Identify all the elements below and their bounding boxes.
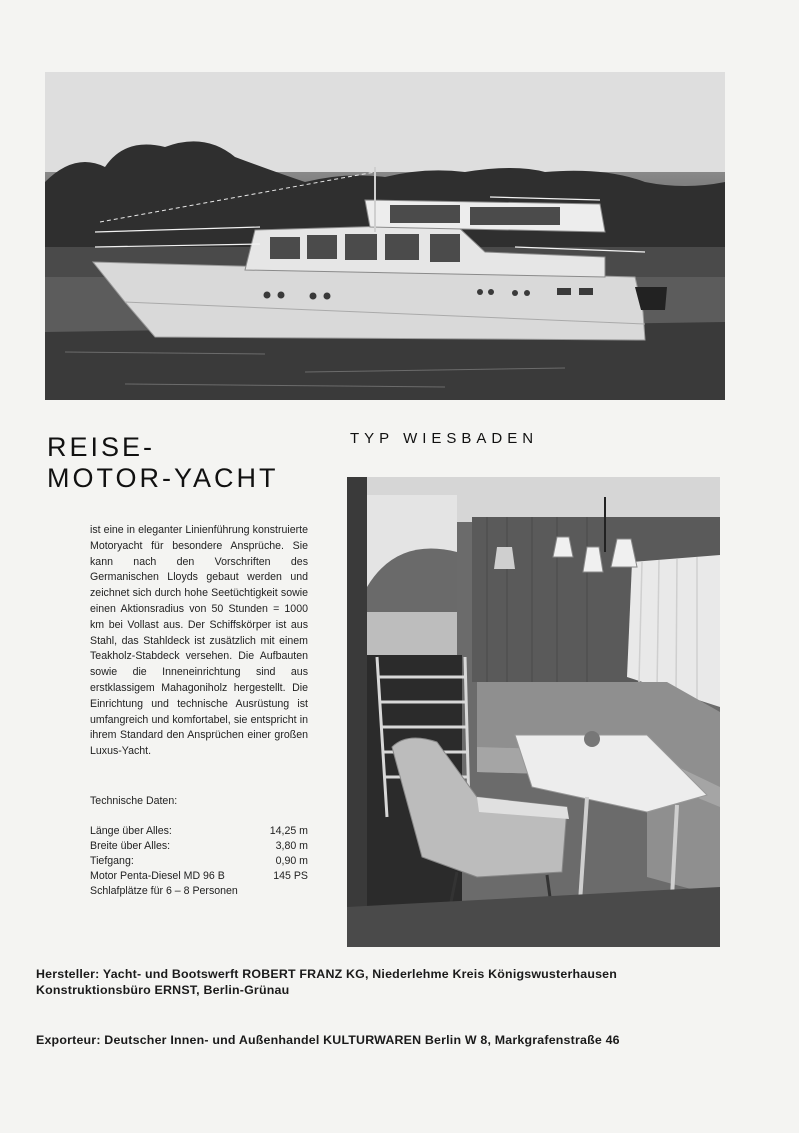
tech-row	[90, 824, 308, 839]
tech-label: Tiefgang:	[90, 855, 134, 867]
title-line-1: REISE-	[47, 432, 156, 462]
page-title	[47, 432, 279, 494]
manufacturer-line: Hersteller: Yacht- und Bootswerft ROBERT FRANZ KG, Niederlehme Kreis Königswusterhausen	[36, 967, 618, 981]
tech-row	[90, 869, 308, 884]
description-text: ist eine in eleganter Linienführung konstruierte Motoryacht für besondere Ansprüche. Sie kann nach den Vorschriften des Germanischen Lloyds gebaut werden und zeichnet sich durch hohe Seetüchtigkeit sowie einen Aktionsradius von 50 Stunden = 1000 km bei Vollast aus. Der Schiffskörper ist aus Stahl, das Stahldeck ist zusätzlich mit einem Teakholz-Stabdeck versehen. Die Aufbauten sowie die Inneneinrichtung sind aus erstklassigem Mahagoniholz hergestellt. Die Einrichtung und technische Ausrüstung ist umfangreich und komfortabel, sie entspricht in ihrem Standard den Ansprüchen einer großen Luxus-Yacht.	[90, 524, 308, 758]
design-office-line: Konstruktionsbüro ERNST, Berlin-Grünau	[36, 983, 290, 997]
yacht-exterior-photo	[45, 72, 725, 400]
yacht-interior-photo	[347, 477, 720, 947]
tech-row	[90, 839, 308, 854]
tech-value: 14,25 m	[269, 825, 308, 837]
tech-heading: Technische Daten:	[90, 795, 178, 807]
tech-specs-table	[90, 824, 308, 899]
tech-row	[90, 884, 308, 899]
exporter-line: Exporteur: Deutscher Innen- und Außenhandel KULTURWAREN Berlin W 8, Markgrafenstraße 46	[36, 1033, 620, 1047]
tech-label: Motor Penta-Diesel MD 96 B	[90, 870, 225, 882]
tech-value: 0,90 m	[275, 855, 308, 867]
type-label: TYP WIESBADEN	[350, 430, 539, 447]
tech-label: Schlafplätze für 6 – 8 Personen	[90, 885, 238, 897]
title-line-2: MOTOR-YACHT	[47, 463, 279, 493]
tech-value: 3,80 m	[275, 840, 308, 852]
tech-label: Länge über Alles:	[90, 825, 172, 837]
tech-value: 145 PS	[273, 870, 308, 882]
tech-row	[90, 854, 308, 869]
tech-label: Breite über Alles:	[90, 840, 171, 852]
